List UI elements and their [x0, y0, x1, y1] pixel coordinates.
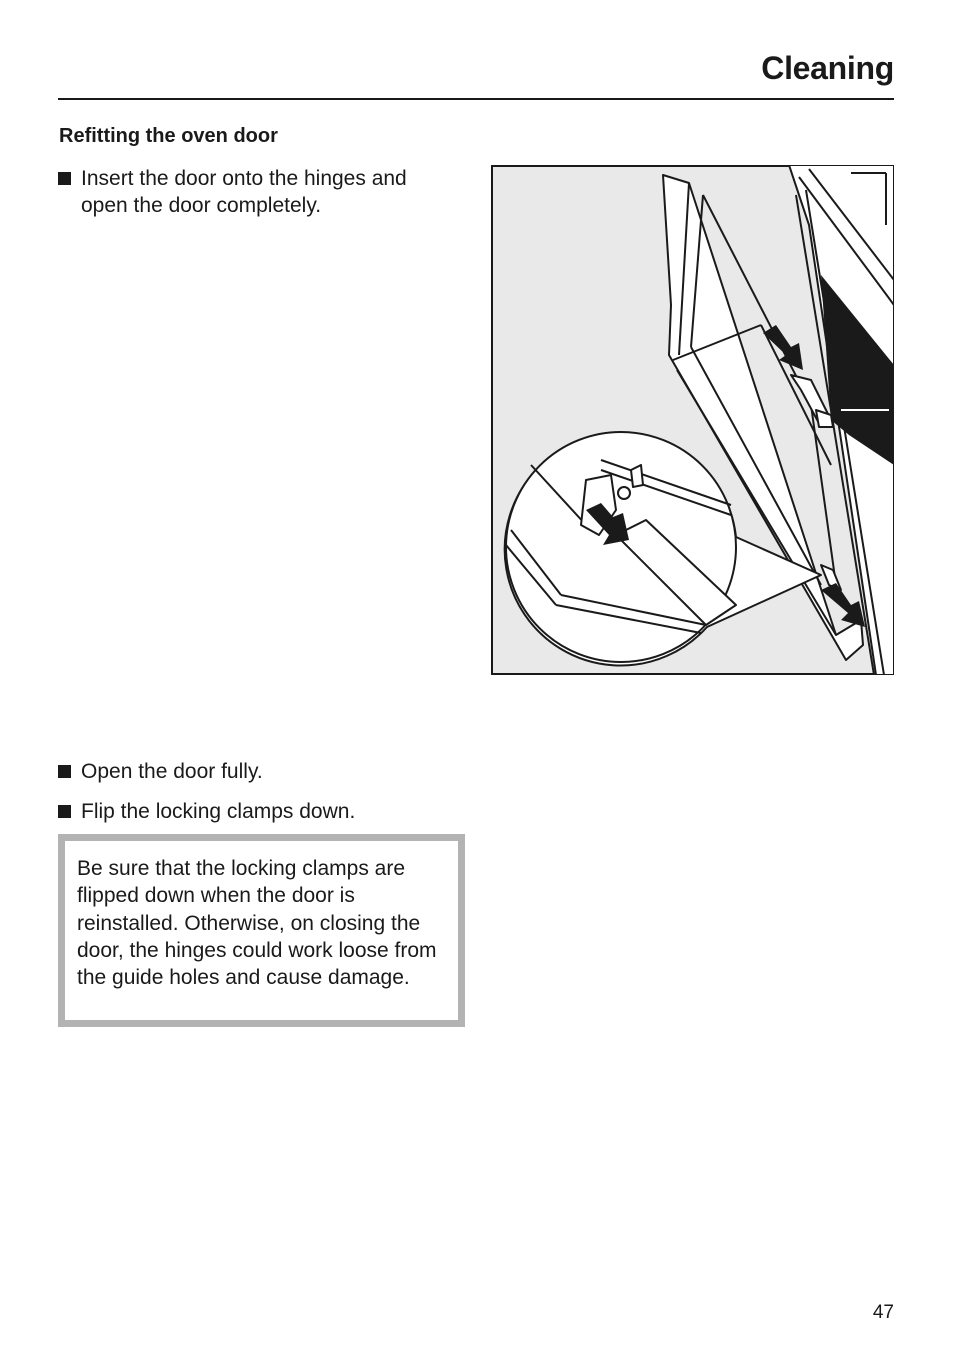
- oven-door-figure: [491, 165, 894, 675]
- step-text: Flip the locking clamps down.: [81, 800, 356, 823]
- square-bullet-icon: [58, 172, 71, 185]
- instruction-step: [58, 165, 448, 219]
- step-text: Insert the door onto the hinges and open the door completely.: [81, 167, 407, 217]
- section-heading: Refitting the oven door: [59, 125, 278, 147]
- square-bullet-icon: [58, 805, 71, 818]
- instruction-step: [58, 758, 448, 785]
- page-title: Cleaning: [761, 50, 894, 86]
- note-text: Be sure that the locking clamps are flipped down when the door is reinstalled. Otherwise, on closing the door, the hinges could work loose from the guide holes and cause damage.: [77, 857, 437, 990]
- page-number: 47: [872, 1302, 894, 1323]
- header-divider: [58, 98, 894, 100]
- warning-note: [58, 834, 465, 1027]
- instruction-step: [58, 798, 448, 825]
- oven-door-illustration: [491, 165, 894, 675]
- step-text: Open the door fully.: [81, 760, 263, 783]
- square-bullet-icon: [58, 765, 71, 778]
